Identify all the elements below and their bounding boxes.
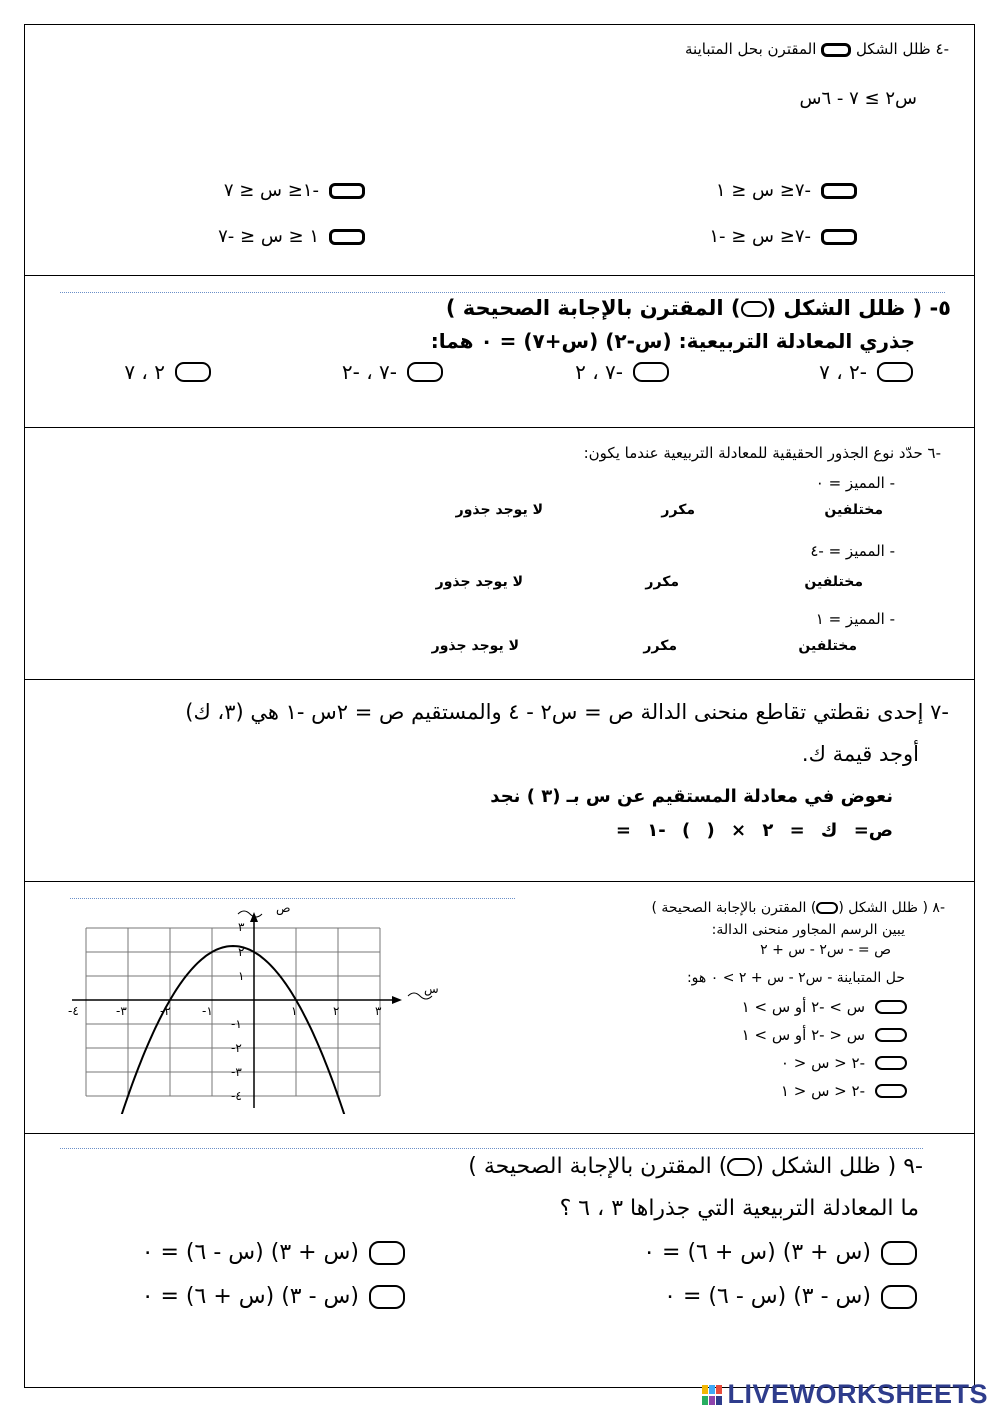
q9-title-a: ( ظلل الشكل (	[755, 1154, 897, 1179]
q6-title: حدّد نوع الجذور الحقيقية للمعادلة التربيعية عندما يكون:	[583, 444, 923, 462]
q4-option-3[interactable]: -٧≤ س ≤ -١	[709, 226, 857, 247]
q8-title-b: ) المقترن بالإجابة الصحيحة )	[651, 900, 817, 916]
q6-item-3-choice-none[interactable]: لا يوجد جذور	[431, 638, 519, 654]
q8-option-3[interactable]: -٢ < س < ٠	[781, 1054, 907, 1072]
q4-inequality: س٢ ≥ ٧ - ٦س	[799, 88, 917, 109]
q6-item-2-choice-repeated[interactable]: مكرر	[645, 574, 679, 590]
answer-oval-icon[interactable]	[881, 1285, 917, 1309]
q5-option-4[interactable]: ٢ ، ٧	[124, 360, 211, 384]
q8-header	[651, 900, 945, 916]
q9-option-2[interactable]: (س + ٣) (س - ٦) = ٠	[142, 1240, 405, 1265]
q7-line-2: أوجد قيمة ك.	[801, 742, 919, 766]
answer-oval-icon[interactable]	[875, 1028, 907, 1042]
answer-oval-icon[interactable]	[821, 229, 857, 245]
q5-question: جذري المعادلة التربيعية: (س-٢) (س+٧) = ٠ هما:	[430, 329, 915, 353]
answer-oval-icon[interactable]	[881, 1241, 917, 1265]
answer-oval-icon[interactable]	[821, 183, 857, 199]
q4-option-4[interactable]: ١ ≤ س ≤ -٧	[218, 226, 365, 247]
x-tick-label: ٣	[375, 1004, 382, 1018]
y-tick-label: -٣	[231, 1065, 242, 1079]
shape-oval-icon	[727, 1158, 755, 1176]
answer-oval-icon[interactable]	[875, 1056, 907, 1070]
q6-item-2-choice-different[interactable]: مختلفين	[804, 574, 863, 590]
y-axis-label: ص	[276, 901, 291, 915]
q5-title-a: ( ظلل الشكل (	[766, 296, 923, 320]
q4-instruction-a: ظلل الشكل	[855, 40, 931, 58]
q7-work[interactable]: ص= ك = ٢ × ( ) -١ =	[615, 820, 893, 841]
answer-oval-icon[interactable]	[175, 362, 211, 382]
question-5	[24, 276, 975, 428]
q5-title-b: ) المقترن بالإجابة الصحيحة )	[445, 296, 741, 320]
x-tick-label: ١	[291, 1004, 298, 1018]
q4-option-1[interactable]: -٧≤ س ≤ ١	[716, 180, 857, 201]
q6-item-2-choice-none[interactable]: لا يوجد جذور	[435, 574, 523, 590]
q5-option-2[interactable]: -٧ ، ٢	[575, 360, 669, 384]
x-axis-label: س	[424, 982, 439, 996]
q9-question: ما المعادلة التربيعية التي جذراها ٣ ، ٦ ؟	[559, 1196, 919, 1221]
q4-number: -٤	[935, 40, 949, 58]
answer-oval-icon[interactable]	[875, 1084, 907, 1098]
q9-option-3[interactable]: (س - ٣) (س - ٦) = ٠	[664, 1284, 917, 1309]
answer-oval-icon[interactable]	[633, 362, 669, 382]
y-tick-label: -١	[231, 1017, 242, 1031]
q6-item-3-label: - المميز = ١	[815, 610, 895, 628]
q7-number: -٧	[930, 700, 949, 724]
q8-function: ص = - س٢ - س + ٢	[760, 942, 891, 958]
question-7	[24, 680, 975, 882]
liveworksheets-brand: LIVEWORKSHEETS	[727, 1379, 988, 1409]
q9-title-b: ) المقترن بالإجابة الصحيحة )	[468, 1154, 728, 1179]
q6-item-3-choice-repeated[interactable]: مكرر	[643, 638, 677, 654]
q5-option-3[interactable]: -٧ ، -٢	[342, 360, 443, 384]
x-tick-label: -١	[202, 1004, 213, 1018]
q8-inequality: حل المتباينة - س٢ - س + ٢ > ٠ هو:	[686, 970, 905, 986]
q6-item-3-choice-different[interactable]: مختلفين	[798, 638, 857, 654]
q6-header	[584, 444, 941, 462]
q9-header	[468, 1154, 923, 1179]
q8-option-4[interactable]: -٢ < س < ١	[781, 1082, 907, 1100]
q5-number: ٥-	[929, 296, 951, 320]
q6-item-1-choice-none[interactable]: لا يوجد جذور	[455, 502, 543, 518]
y-tick-label: ٢	[238, 945, 245, 959]
q4-instruction-b: المقترن بحل المتباينة	[685, 40, 817, 58]
x-tick-label: ٢	[333, 1004, 340, 1018]
shape-oval-icon	[821, 43, 851, 57]
x-tick-label: -٤	[68, 1004, 79, 1018]
answer-oval-icon[interactable]	[407, 362, 443, 382]
x-axis-arrow-icon	[392, 996, 402, 1004]
dotted-divider	[60, 292, 945, 293]
liveworksheets-logo-icon	[701, 1384, 723, 1406]
x-tick-label: -٣	[116, 1004, 127, 1018]
answer-oval-icon[interactable]	[877, 362, 913, 382]
question-6	[24, 428, 975, 680]
dotted-divider	[60, 1148, 923, 1149]
y-axis-tilde-icon	[238, 911, 262, 917]
answer-oval-icon[interactable]	[329, 229, 365, 245]
question-8	[24, 882, 975, 1134]
q5-option-1[interactable]: -٢ ، ٧	[819, 360, 913, 384]
q6-number: -٦	[927, 444, 941, 462]
q6-item-1-choice-different[interactable]: مختلفين	[824, 502, 883, 518]
q5-header	[446, 296, 951, 320]
question-4	[24, 24, 975, 276]
liveworksheets-logo[interactable]	[701, 1379, 988, 1410]
q6-item-2-label: - المميز = -٤	[810, 542, 895, 560]
q9-number: -٩	[903, 1154, 923, 1179]
question-9	[24, 1134, 975, 1388]
q7-statement: إحدى نقطتي تقاطع منحنى الدالة ص = س٢ - ٤ والمستقيم ص = ٢س -١ هي (٣، ك)	[185, 700, 924, 724]
shape-oval-icon	[816, 902, 838, 914]
answer-oval-icon[interactable]	[875, 1000, 907, 1014]
y-tick-label: -٢	[231, 1041, 242, 1055]
q9-option-4[interactable]: (س - ٣) (س + ٦) = ٠	[142, 1284, 405, 1309]
q9-option-1[interactable]: (س + ٣) (س + ٦) = ٠	[643, 1240, 917, 1265]
q8-option-1[interactable]: س > -٢ أو س > ١	[742, 998, 907, 1016]
q6-item-1-choice-repeated[interactable]: مكرر	[661, 502, 695, 518]
y-tick-label: ٣	[238, 920, 245, 934]
q8-description: يبين الرسم المجاور منحنى الدالة:	[711, 922, 905, 938]
q8-option-2[interactable]: س < -٢ أو س > ١	[742, 1026, 907, 1044]
q6-item-1-label: - المميز = ٠	[815, 474, 895, 492]
q4-option-2[interactable]: -١≤ س ≤ ٧	[224, 180, 365, 201]
shape-oval-icon	[741, 301, 767, 317]
y-tick-label: ١	[238, 969, 245, 983]
answer-oval-icon[interactable]	[369, 1285, 405, 1309]
parabola-graph	[68, 898, 440, 1114]
q8-title-a: ( ظلل الشكل (	[838, 900, 928, 916]
answer-oval-icon[interactable]	[369, 1241, 405, 1265]
y-tick-label: -٤	[231, 1089, 242, 1103]
q4-header	[685, 40, 949, 58]
x-tick-label: -٢	[160, 1004, 171, 1018]
answer-oval-icon[interactable]	[329, 183, 365, 199]
q7-hint: نعوض في معادلة المستقيم عن س بـ (٣ ) نجد	[490, 786, 893, 807]
q7-line-1	[185, 700, 949, 724]
q8-number: -٨	[932, 900, 945, 916]
